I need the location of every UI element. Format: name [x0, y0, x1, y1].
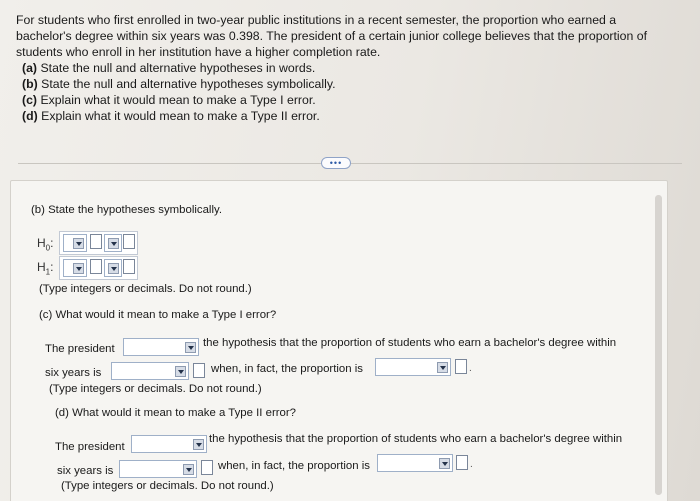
- answer-panel: [10, 180, 668, 501]
- part-c-line2-prefix: six years is: [45, 367, 102, 379]
- h1-relation-select[interactable]: [104, 259, 122, 277]
- part-c-relation-select[interactable]: [111, 362, 189, 380]
- question-part-a: (a) State the null and alternative hypotheses in words.: [22, 61, 316, 75]
- scrollbar[interactable]: [655, 195, 662, 495]
- part-d-relation-select[interactable]: [119, 460, 197, 478]
- question-text: [16, 12, 686, 124]
- part-c-mid: the hypothesis that the proportion of students who earn a bachelor's degree within: [203, 337, 617, 349]
- part-c-prefix: The president: [45, 343, 115, 355]
- chevron-down-icon: [175, 366, 186, 377]
- part-d-period: .: [470, 459, 473, 470]
- part-d-line2-prefix: six years is: [57, 465, 114, 477]
- part-c-period: .: [469, 363, 472, 374]
- h1-value-input[interactable]: [123, 259, 135, 274]
- question-intro-line-1: For students who first enrolled in two-year public institutions in a recent semester, the proportion who earned a: [16, 13, 617, 27]
- h0-label: $H_0$:: [37, 236, 54, 253]
- part-c-action-select[interactable]: [123, 338, 199, 356]
- chevron-down-icon: [185, 342, 196, 353]
- part-c-truth-value-input[interactable]: [455, 359, 467, 374]
- part-d-line2-mid: when, in fact, the proportion is: [218, 460, 370, 472]
- chevron-down-icon: [437, 362, 448, 373]
- part-d-truth-value-input[interactable]: [456, 455, 468, 470]
- part-c-truth-select[interactable]: [375, 358, 451, 376]
- chevron-down-icon: [193, 439, 204, 450]
- h0-value-input[interactable]: [123, 234, 135, 249]
- part-c-value-input[interactable]: [193, 363, 205, 378]
- chevron-down-icon: [439, 458, 450, 469]
- part-c-heading: (c) What would it mean to make a Type I error?: [39, 309, 277, 321]
- h0-box-1[interactable]: [90, 234, 102, 249]
- part-b-note: (Type integers or decimals. Do not round.): [39, 283, 252, 295]
- chevron-down-icon: [73, 263, 84, 274]
- question-part-d: (d) Explain what it would mean to make a Type II error.: [22, 109, 320, 123]
- question-intro-line-2: bachelor's degree within six years was 0.398. The president of a certain junior college believes that the proportion of: [16, 29, 647, 43]
- part-d-prefix: The president: [55, 441, 125, 453]
- part-d-action-select[interactable]: [131, 435, 207, 453]
- chevron-down-icon: [108, 263, 119, 274]
- part-c-note: (Type integers or decimals. Do not round.): [49, 383, 262, 395]
- chevron-down-icon: [108, 238, 119, 249]
- part-b-heading: (b) State the hypotheses symbolically.: [31, 204, 222, 216]
- question-intro-line-3: students who enroll in her institution have a higher completion rate.: [16, 45, 381, 59]
- h0-parameter-select[interactable]: [63, 234, 87, 252]
- h0-relation-select[interactable]: [104, 234, 122, 252]
- chevron-down-icon: [183, 464, 194, 475]
- expand-question-button[interactable]: •••: [321, 157, 351, 169]
- part-d-truth-select[interactable]: [377, 454, 453, 472]
- h1-label: $H_1$:: [37, 260, 54, 277]
- part-d-heading: (d) What would it mean to make a Type II error?: [55, 407, 296, 419]
- scrollbar-thumb[interactable]: [655, 195, 662, 495]
- part-d-value-input[interactable]: [201, 460, 213, 475]
- part-d-note: (Type integers or decimals. Do not round.): [61, 480, 274, 492]
- h1-parameter-select[interactable]: [63, 259, 87, 277]
- h1-box-1[interactable]: [90, 259, 102, 274]
- part-d-mid: the hypothesis that the proportion of students who earn a bachelor's degree within: [209, 433, 623, 445]
- question-part-c: (c) Explain what it would mean to make a Type I error.: [22, 93, 316, 107]
- chevron-down-icon: [73, 238, 84, 249]
- part-c-line2-mid: when, in fact, the proportion is: [211, 363, 363, 375]
- question-part-b: (b) State the null and alternative hypotheses symbolically.: [22, 77, 336, 91]
